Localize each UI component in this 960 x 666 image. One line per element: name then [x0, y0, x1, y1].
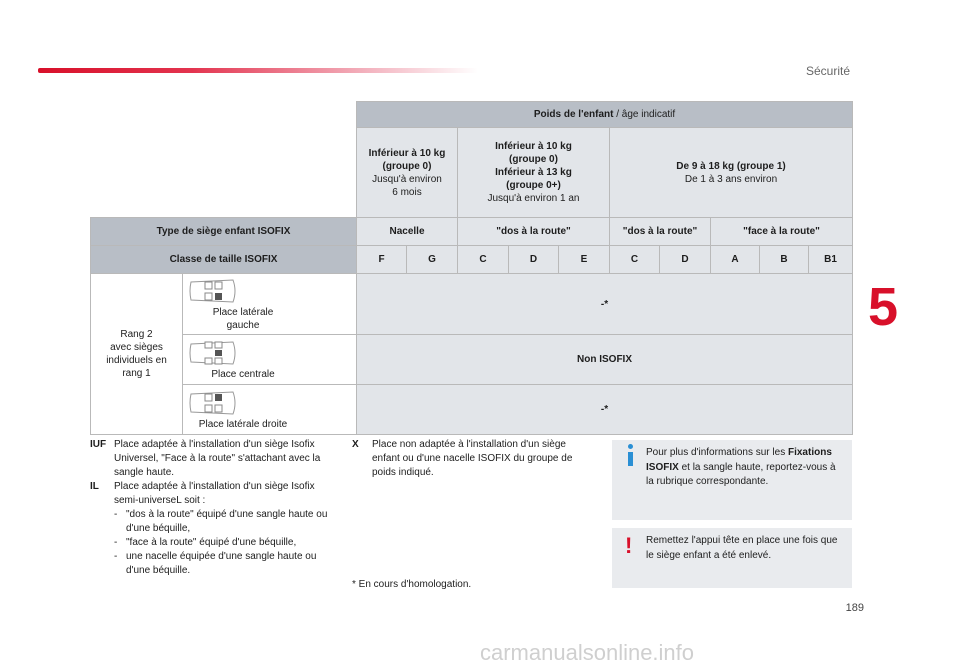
- class-cell: C: [610, 246, 660, 274]
- legend-text-il: Place adaptée à l'installation d'un siège Isofix semi-universeL soit :: [114, 481, 315, 506]
- row-value: -*: [357, 385, 853, 435]
- class-cell: G: [407, 246, 458, 274]
- class-cell: B1: [809, 246, 853, 274]
- legend-text-x: Place non adaptée à l'installation d'un siège enfant ou d'une nacelle ISOFIX du groupe de poids indiqué.: [372, 439, 573, 478]
- legend-x: [352, 438, 597, 480]
- type-dos-1: "dos à la route": [610, 218, 711, 246]
- type-label: Type de siège enfant ISOFIX: [91, 218, 357, 246]
- isofix-table: [90, 101, 853, 435]
- car-seat-left-icon: [187, 276, 239, 306]
- info-text: Pour plus d'informations sur les Fixations ISOFIX et la sangle haute, reportez-vous à la rubrique correspondante.: [646, 447, 836, 487]
- legend-key-il: IL: [90, 481, 99, 492]
- place-right: Place latérale droite: [183, 385, 357, 435]
- weight-header: Poids de l'enfant / âge indicatif: [357, 102, 853, 128]
- footnote: * En cours d'homologation.: [352, 579, 472, 590]
- car-seat-center-icon: [187, 338, 239, 368]
- class-cell: B: [760, 246, 809, 274]
- type-face: "face à la route": [711, 218, 853, 246]
- header-accent-bar: [38, 68, 478, 73]
- weight-col-face: De 9 à 18 kg (groupe 1) De 1 à 3 ans environ: [610, 128, 853, 218]
- weight-col-dos: Inférieur à 10 kg (groupe 0) Inférieur à 13 kg (groupe 0+) Jusqu'à environ 1 an: [458, 128, 610, 218]
- legend-key-x: X: [352, 439, 359, 450]
- warning-box: [612, 528, 852, 588]
- weight-col-nacelle: Inférieur à 10 kg (groupe 0) Jusqu'à environ 6 mois: [357, 128, 458, 218]
- page-number: 189: [845, 602, 864, 614]
- class-cell: F: [357, 246, 407, 274]
- row-value: Non ISOFIX: [357, 335, 853, 385]
- car-seat-right-icon: [187, 388, 239, 418]
- class-cell: A: [711, 246, 760, 274]
- class-label: Classe de taille ISOFIX: [91, 246, 357, 274]
- legend-notes: [90, 438, 340, 578]
- class-cell: D: [509, 246, 559, 274]
- legend-il-list: [90, 508, 340, 578]
- place-left: Place latérale gauche: [183, 274, 357, 335]
- class-cell: E: [559, 246, 610, 274]
- warning-icon: !: [625, 533, 633, 558]
- class-cell: D: [660, 246, 711, 274]
- warning-text: Remettez l'appui tête en place une fois que le siège enfant a été enlevé.: [646, 535, 838, 561]
- legend-key-iuf: IUF: [90, 439, 107, 450]
- row-value: -*: [357, 274, 853, 335]
- place-center: Place centrale: [183, 335, 357, 385]
- type-nacelle: Nacelle: [357, 218, 458, 246]
- row-group-label: Rang 2 avec sièges individuels en rang 1: [91, 274, 183, 435]
- legend-text-iuf: Place adaptée à l'installation d'un siège Isofix Universel, "Face à la route" s'attachant avec la sangle haute.: [114, 439, 321, 478]
- type-dos-0: "dos à la route": [458, 218, 610, 246]
- info-icon: [628, 444, 633, 449]
- list-item: - "dos à la route" équipé d'une sangle haute ou d'une béquille,: [114, 508, 340, 536]
- watermark: carmanualsonline.info: [480, 640, 695, 665]
- list-item: - une nacelle équipée d'une sangle haute ou d'une béquille.: [114, 550, 340, 578]
- class-cell: C: [458, 246, 509, 274]
- section-title: Sécurité: [805, 64, 850, 78]
- info-box: [612, 440, 852, 520]
- chapter-number: 5: [867, 277, 898, 337]
- list-item: - "face à la route" équipé d'une béquille,: [114, 536, 340, 550]
